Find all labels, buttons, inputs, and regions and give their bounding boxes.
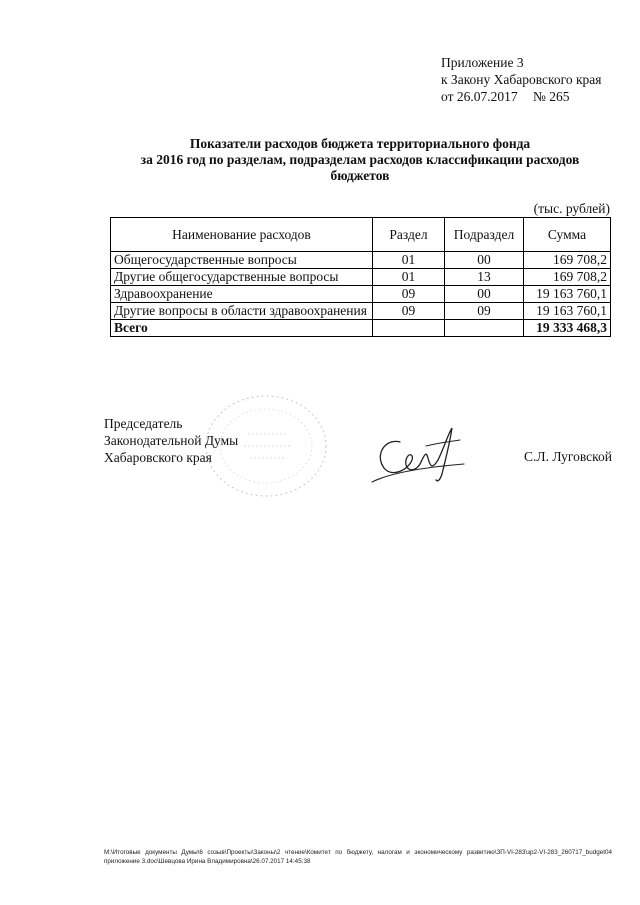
row-name: Другие вопросы в области здравоохранения (111, 303, 373, 320)
header-name: Наименование расходов (111, 218, 373, 252)
file-path-footer: M:\Итоговые документы Думы\6 созыв\Проекты\Законы\2 чтение\Комитет по бюджету, налогам и экономическому развитию\ЗП-VI-283\зр2-VI-283_260717_budget04 приложение 3.doc\Шевцова Ирина Владимировна\26.07.2017 14:45:38 (104, 849, 612, 865)
units-label: (тыс. рублей) (533, 201, 610, 216)
document-title (100, 136, 620, 184)
row-subsection: 00 (445, 286, 524, 303)
budget-table (110, 217, 611, 337)
row-section: 09 (373, 303, 445, 320)
total-subsection-empty (445, 320, 524, 337)
signatory-name: С.Л. Луговской (524, 449, 612, 464)
title-line-3: бюджетов (330, 168, 390, 183)
appendix-block (441, 54, 602, 105)
table-header-row (111, 218, 611, 252)
row-subsection: 00 (445, 252, 524, 269)
table-row (111, 303, 611, 320)
appendix-number: 265 (549, 89, 570, 104)
header-subsection: Подраздел (445, 218, 524, 252)
handwritten-signature (368, 424, 468, 486)
total-section-empty (373, 320, 445, 337)
row-amount: 19 163 760,1 (524, 303, 611, 320)
signatory-position (104, 415, 238, 466)
appendix-date: от 26.07.2017 (441, 89, 518, 104)
row-section: 01 (373, 269, 445, 286)
position-line-2: Законодательной Думы (104, 433, 239, 448)
row-section: 01 (373, 252, 445, 269)
appendix-law: к Закону Хабаровского края (441, 72, 602, 87)
appendix-date-line (441, 88, 602, 105)
row-amount: 19 163 760,1 (524, 286, 611, 303)
total-row (111, 320, 611, 337)
table-row (111, 252, 611, 269)
total-amount: 19 333 468,3 (524, 320, 611, 337)
appendix-title: Приложение 3 (441, 55, 524, 70)
total-label: Всего (111, 320, 373, 337)
row-amount: 169 708,2 (524, 269, 611, 286)
header-section: Раздел (373, 218, 445, 252)
row-name: Другие общегосударственные вопросы (111, 269, 373, 286)
position-line-1: Председатель (104, 416, 183, 431)
row-subsection: 13 (445, 269, 524, 286)
row-name: Здравоохранение (111, 286, 373, 303)
row-amount: 169 708,2 (524, 252, 611, 269)
table-row (111, 269, 611, 286)
row-section: 09 (373, 286, 445, 303)
appendix-number-label: № (532, 89, 546, 104)
row-subsection: 09 (445, 303, 524, 320)
title-line-1: Показатели расходов бюджета территориального фонда (189, 136, 531, 151)
header-amount: Сумма (524, 218, 611, 252)
title-line-2: за 2016 год по разделам, подразделам расходов классификации расходов (140, 152, 580, 167)
row-name: Общегосударственные вопросы (111, 252, 373, 269)
position-line-3: Хабаровского края (104, 450, 212, 465)
table-row (111, 286, 611, 303)
